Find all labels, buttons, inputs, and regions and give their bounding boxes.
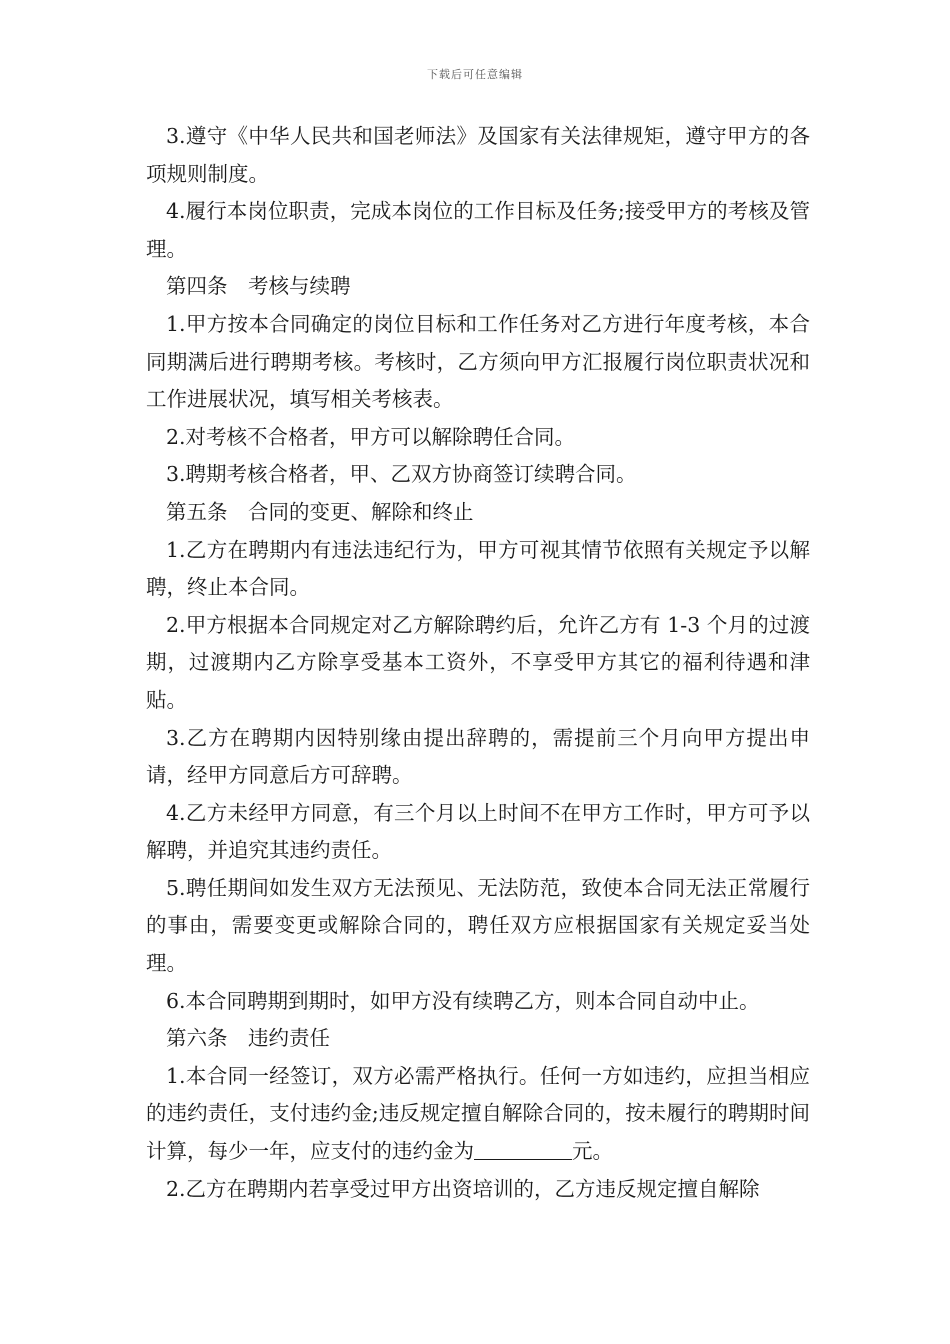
paragraph: 3.遵守《中华人民共和国老师法》及国家有关法律规矩，遵守甲方的各项规则制度。: [146, 124, 810, 186]
section-heading: 第六条 违约责任: [166, 1026, 330, 1051]
paragraph-text: 1.本合同一经签订，双方必需严格执行。任何一方如违约，应担当相应的违约责任，支付违约金;违反规定擅自解除合同的，按未履行的聘期时间计算，每少一年，应支付的违约金为: [146, 1063, 810, 1164]
paragraph: 2.对考核不合格者，甲方可以解除聘任合同。: [166, 424, 576, 449]
paragraph: 4.乙方未经甲方同意，有三个月以上时间不在甲方工作时，甲方可予以解聘，并追究其违约责任。: [146, 800, 810, 863]
paragraph: 4.履行本岗位职责，完成本岗位的工作目标及任务;接受甲方的考核及管理。: [146, 199, 810, 261]
paragraph-text-suffix: 元。: [572, 1139, 613, 1164]
paragraph: 2.甲方根据本合同规定对乙方解除聘约后，允许乙方有 1-3 个月的过渡期，过渡期内乙方除享受基本工资外，不享受甲方其它的福利待遇和津贴。: [146, 612, 810, 712]
paragraph: 3.聘期考核合格者，甲、乙双方协商签订续聘合同。: [166, 462, 637, 487]
section-heading: 第四条 考核与续聘: [166, 274, 351, 299]
fill-in-blank: [474, 1139, 572, 1161]
paragraph: 3.乙方在聘期内因特别缘由提出辞聘的，需提前三个月向甲方提出申请，经甲方同意后方可辞聘。: [146, 725, 810, 788]
paragraph: 1.甲方按本合同确定的岗位目标和工作任务对乙方进行年度考核，本合同期满后进行聘期考核。考核时，乙方须向甲方汇报履行岗位职责状况和工作进展状况，填写相关考核表。: [146, 311, 810, 412]
section-heading: 第五条 合同的变更、解除和终止: [166, 499, 474, 524]
paragraph: 6.本合同聘期到期时，如甲方没有续聘乙方，则本合同自动中止。: [166, 988, 760, 1013]
document-body: [146, 118, 810, 1208]
page-header-note: 下载后可任意编辑: [427, 68, 523, 81]
paragraph: 2.乙方在聘期内若享受过甲方出资培训的，乙方违反规定擅自解除: [166, 1176, 760, 1201]
paragraph: 1.乙方在聘期内有违法违纪行为，甲方可视其情节依照有关规定予以解聘，终止本合同。: [146, 537, 810, 600]
paragraph: 5.聘任期间如发生双方无法预见、无法防范，致使本合同无法正常履行的事由，需要变更或解除合同的，聘任双方应根据国家有关规定妥当处理。: [146, 875, 810, 976]
paragraph-with-blank: [146, 1058, 810, 1171]
